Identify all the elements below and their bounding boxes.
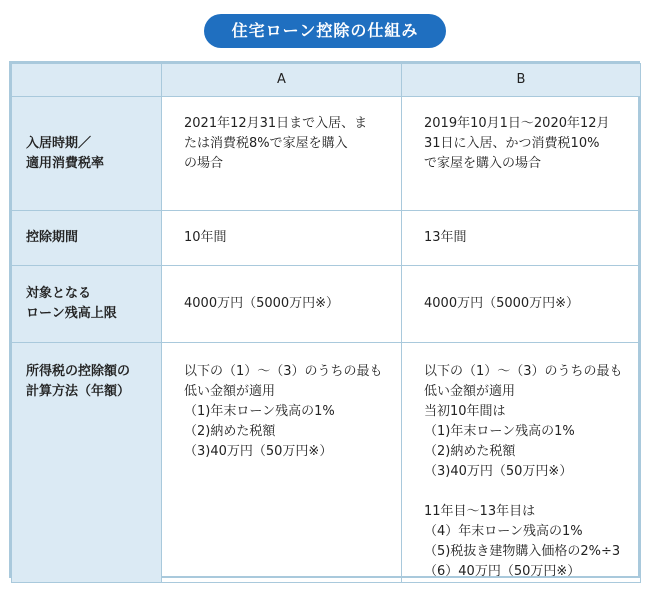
table-row: [12, 266, 641, 343]
cell-a-loan-limit: 4000万円（5000万円※）: [162, 266, 402, 343]
cell-a-move-in-period: 2021年12月31日まで入居、ま たは消費税8%で家屋を購入 の場合: [162, 97, 402, 211]
header-col-a: A: [162, 64, 402, 97]
cell-b-calculation-method: 以下の（1）～（3）のうちの最も 低い金額が適用 当初10年間は （1)年末ローン残高の1% （2)納めた税額 （3)40万円（50万円※） 11年目～13年目は （4）年末ローン残高の1% （5)税抜き建物購入価格の2%÷3 （6）40万円（50万円※）: [402, 343, 641, 583]
cell-b-move-in-period: 2019年10月1日～2020年12月 31日に入居、かつ消費税10% で家屋を購入の場合: [402, 97, 641, 211]
table-row: [12, 211, 641, 266]
table-row: [12, 97, 641, 211]
table-row: [12, 343, 641, 583]
cell-a-deduction-period: 10年間: [162, 211, 402, 266]
row-label-loan-limit: 対象となる ローン残高上限: [12, 266, 162, 343]
row-label-deduction-period: 控除期間: [12, 211, 162, 266]
row-label-calculation-method: 所得税の控除額の 計算方法（年額）: [12, 343, 162, 583]
page-title: 住宅ローン控除の仕組み: [204, 14, 446, 48]
comparison-table-frame: [9, 61, 640, 578]
row-label-move-in-period: 入居時期／ 適用消費税率: [12, 97, 162, 211]
cell-b-deduction-period: 13年間: [402, 211, 641, 266]
cell-a-calculation-method: 以下の（1）～（3）のうちの最も 低い金額が適用 （1)年末ローン残高の1% （2)納めた税額 （3)40万円（50万円※）: [162, 343, 402, 583]
table-header-row: [12, 64, 641, 97]
header-corner: [12, 64, 162, 97]
cell-b-loan-limit: 4000万円（5000万円※）: [402, 266, 641, 343]
header-col-b: B: [402, 64, 641, 97]
comparison-table: [11, 63, 641, 583]
